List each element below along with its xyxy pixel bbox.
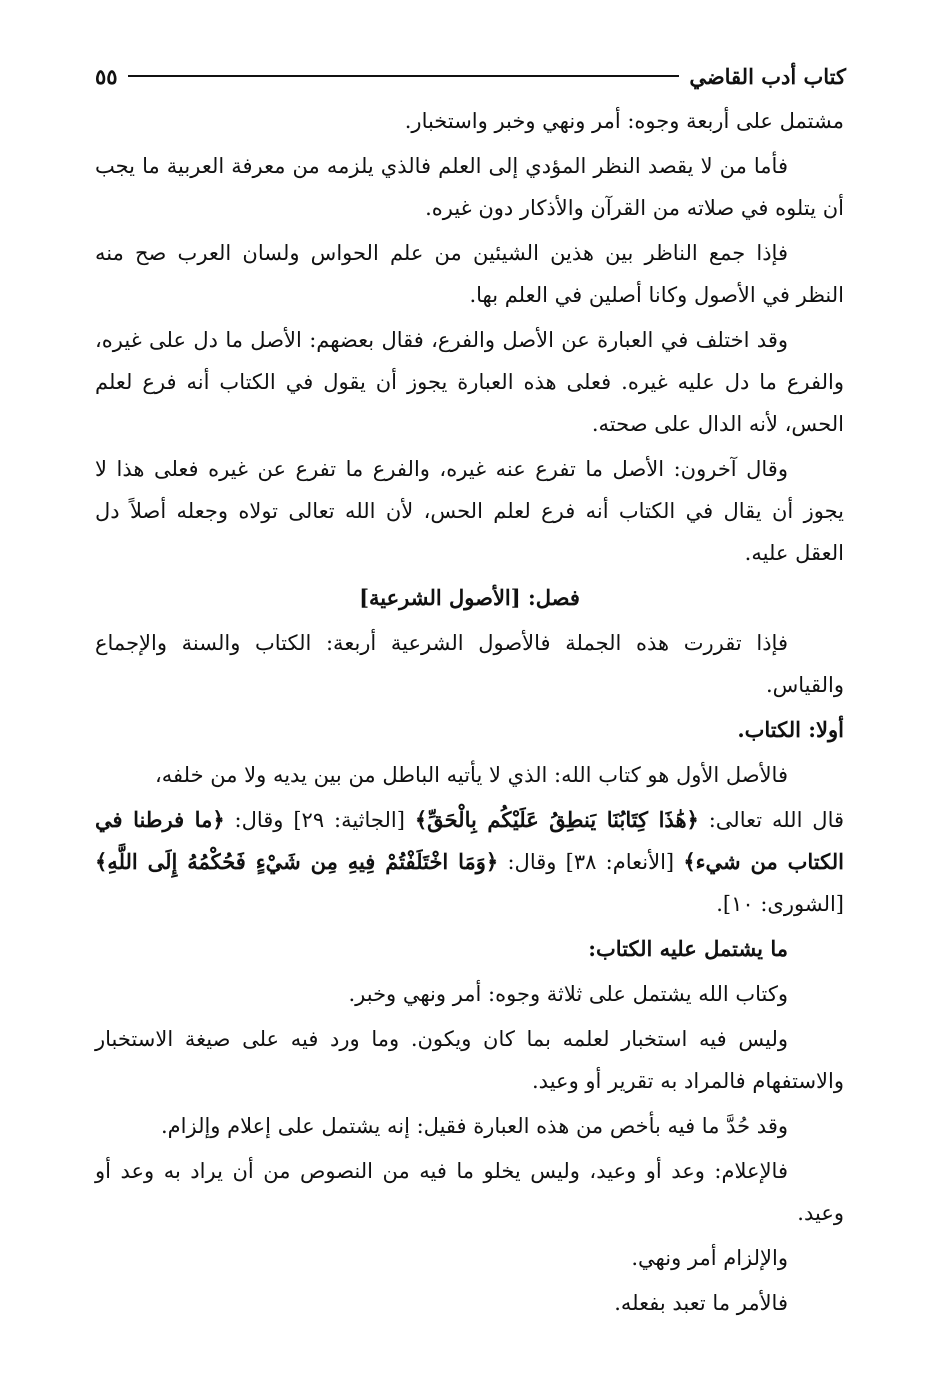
paragraph: وكتاب الله يشتمل على ثلاثة وجوه: أمر ونهي وخبر. — [348, 982, 788, 1006]
paragraph: مشتمل على أربعة وجوه: أمر ونهي وخبر واستخبار. — [404, 109, 844, 133]
section-heading: فصل: [الأصول الشرعية] — [359, 585, 580, 610]
verse-ref-shura: [الشورى: ١٠]. — [716, 892, 844, 916]
quote-intro: قال الله تعالى: — [698, 808, 845, 832]
verse-shura: ﴿وَمَا اخْتَلَفْتُمْ فِيهِ مِن شَيْءٍ فَحُكْمُهُ إِلَى اللَّهِ﴾ — [95, 849, 499, 874]
paragraph: فإذا تقررت هذه الجملة فالأصول الشرعية أربعة: الكتاب والسنة والإجماع والقياس. — [95, 631, 844, 697]
book-title: كتاب أدب القاضي — [689, 63, 846, 89]
paragraph: وقد اختلف في العبارة عن الأصل والفرع، فقال بعضهم: الأصل ما دل على غيره، والفرع ما دل عليه غيره. فعلى هذه العبارة يجوز أن يقول في الكتاب أنه فرع لعلم الحس، لأنه الدال على صحته. — [95, 328, 844, 436]
verse-anam: ﴿ما فرطنا في الكتاب من شيء﴾ — [95, 807, 844, 874]
paragraph: فأما من لا يقصد النظر المؤدي إلى العلم فالذي يلزمه من معرفة العربية ما يجب أن يتلوه في صلاته من القرآن والأذكار دون غيره. — [95, 154, 844, 220]
sub-heading: ما يشتمل عليه الكتاب: — [588, 936, 788, 961]
paragraph: فالأصل الأول هو كتاب الله: الذي لا يأتيه الباطل من بين يديه ولا من خلفه، — [154, 763, 788, 787]
paragraph: وليس فيه استخبار لعلمه بما كان ويكون. وما ورد فيه على صيغة الاستخبار والاستفهام فالمراد به تقرير أو وعيد. — [95, 1027, 844, 1093]
header-rule — [128, 75, 680, 77]
running-header — [95, 56, 846, 96]
paragraph: فالأمر ما تعبد بفعله. — [614, 1291, 788, 1315]
first-source-heading: أولا: الكتاب. — [737, 717, 844, 742]
verse-ref-jathiya: [الجاثية: ٢٩] وقال: — [224, 808, 415, 832]
paragraph: وقال آخرون: الأصل ما تفرع عنه غيره، والفرع ما تفرع عن غيره فعلى هذا لا يجوز أن يقال في الكتاب أنه فرع لعلم الحس، لأن الله تعالى تولاه وجعله أصلاً دل العقل عليه. — [95, 457, 844, 565]
page-number: ٥٥ — [95, 63, 118, 89]
quran-quotations — [95, 799, 844, 925]
paragraph: فإذا جمع الناظر بين هذين الشيئين من علم الحواس ولسان العرب صح منه النظر في الأصول وكانا أصلين في العلم بها. — [95, 241, 844, 307]
verse-ref-anam: [الأنعام: ٣٨] وقال: — [498, 850, 684, 874]
verse-jathiya: ﴿هَٰذَا كِتَابُنَا يَنطِقُ عَلَيْكُم بِالْحَقِّ﴾ — [414, 807, 699, 832]
page-body — [95, 100, 844, 1327]
paragraph: وقد حُدَّ ما فيه بأخص من هذه العبارة فقيل: إنه يشتمل على إعلام وإلزام. — [160, 1114, 788, 1138]
paragraph: والإلزام أمر ونهي. — [631, 1246, 788, 1270]
paragraph: فالإعلام: وعد أو وعيد، وليس يخلو ما فيه من النصوص من أن يراد به وعد أو وعيد. — [95, 1159, 844, 1225]
